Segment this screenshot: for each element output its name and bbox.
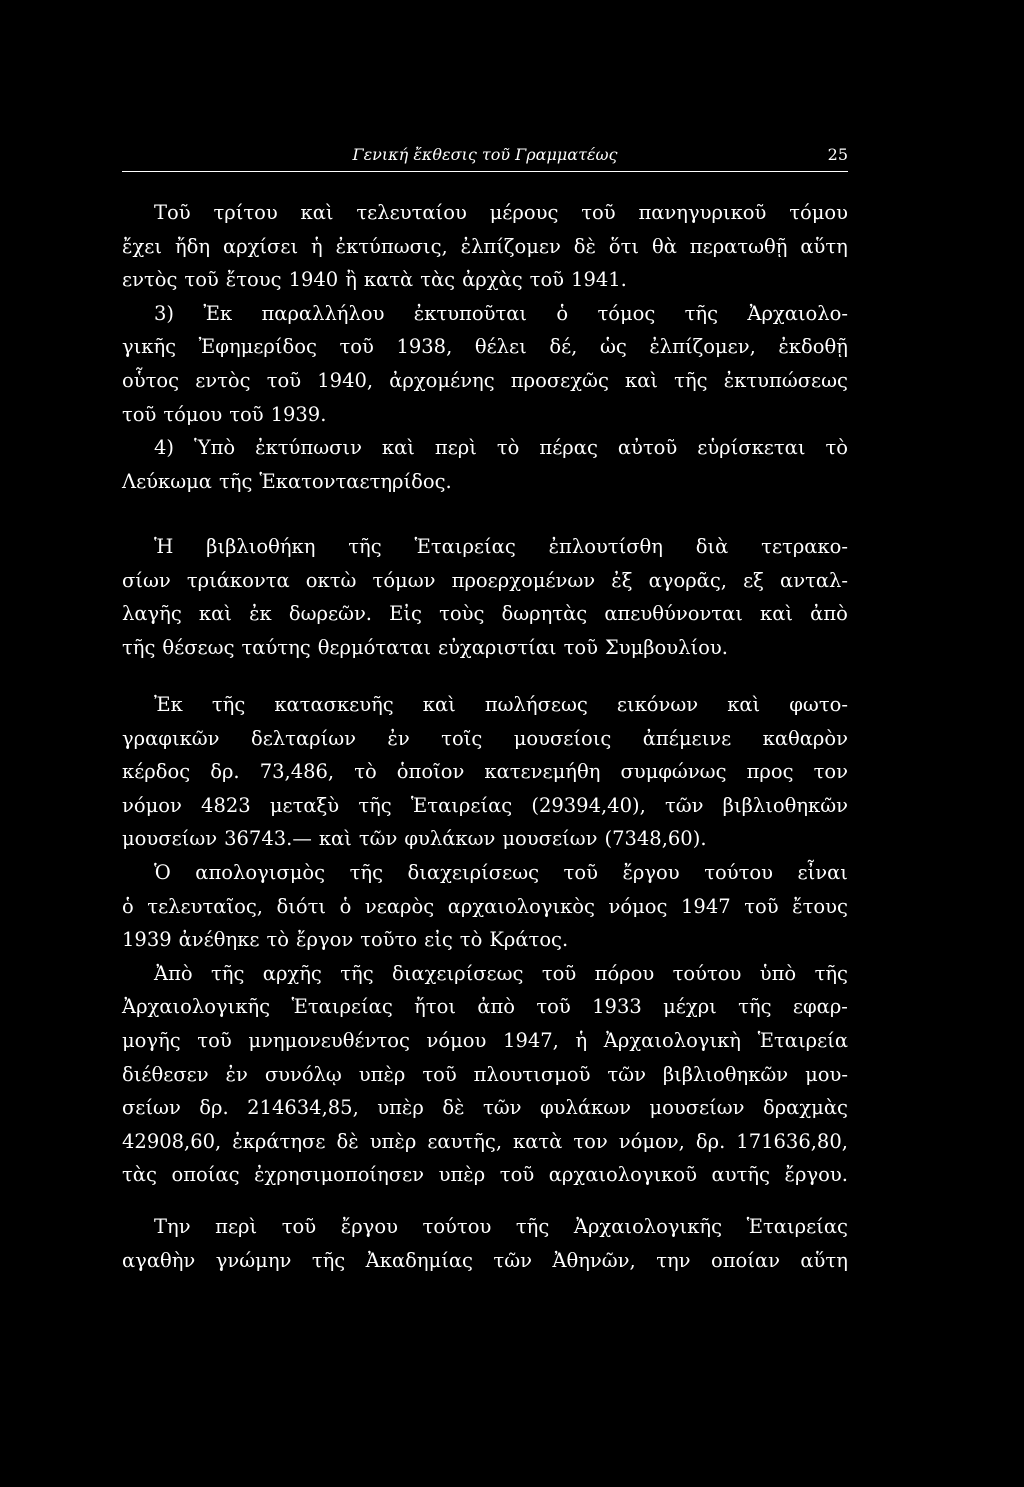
word: οποίας xyxy=(171,1163,240,1187)
word: καθαρὸν xyxy=(762,726,848,750)
word: ανταλ- xyxy=(780,568,848,592)
word: Τοῦ xyxy=(154,201,191,224)
word: εξ xyxy=(743,568,764,592)
word: τὸ xyxy=(459,928,483,952)
word: 1940, xyxy=(317,368,374,392)
word: τοῦ xyxy=(197,1028,232,1052)
word: Ἀρχαιολογικῆς xyxy=(573,1215,722,1238)
word: τούτου xyxy=(704,860,773,884)
word: ἔργον xyxy=(296,928,354,952)
text-line xyxy=(122,263,848,297)
word: τοῦ xyxy=(184,268,219,292)
word: ἐκτυποῦται xyxy=(413,301,528,325)
word: φυλάκων xyxy=(539,1096,631,1120)
text-line xyxy=(122,364,848,398)
text-line xyxy=(122,890,848,924)
word: 36743.— xyxy=(224,827,312,851)
word: Ὁ xyxy=(154,860,171,884)
word: δωρητὰς xyxy=(501,602,588,626)
word: 171636,80, xyxy=(736,1129,848,1153)
word: 1939. xyxy=(270,402,327,426)
word: Ἀρχαιολογικῆς xyxy=(122,995,271,1019)
word: συμφώνως xyxy=(620,760,727,784)
word: καὶ xyxy=(625,368,659,392)
word: δὲ xyxy=(442,1096,465,1120)
word: την xyxy=(656,1248,691,1272)
word: ἔχει xyxy=(122,234,163,258)
word: τόμου xyxy=(163,402,223,426)
word: αὕτη xyxy=(800,1248,848,1272)
word: Ἑκατονταετηρίδος. xyxy=(259,469,452,493)
word: οκτὼ xyxy=(305,568,357,592)
word: τοῦ xyxy=(529,268,565,292)
word: Ἐκ xyxy=(154,693,183,716)
word: μουσείων xyxy=(649,1096,745,1120)
text-line xyxy=(122,923,848,957)
word: ἀπὸ xyxy=(477,995,516,1019)
text-line xyxy=(122,1244,848,1278)
word: τοῦ xyxy=(563,860,598,884)
word: τὸ xyxy=(354,760,377,784)
word: 1941. xyxy=(571,268,627,292)
word: αυτῆς xyxy=(711,1163,770,1187)
word: ἐκδοθῇ xyxy=(778,335,848,359)
word: Ἀθηνῶν, xyxy=(552,1248,636,1272)
word: μου- xyxy=(805,1062,848,1086)
text-line xyxy=(122,330,848,364)
word: ἀπὸ xyxy=(810,602,848,626)
word: καὶ xyxy=(381,436,415,460)
word: λαγῆς xyxy=(122,602,182,626)
word: τῆς xyxy=(674,368,708,392)
word: τοῦ xyxy=(229,402,264,426)
text-line xyxy=(122,722,848,756)
word: θὰ xyxy=(651,234,677,258)
text-line xyxy=(122,856,848,890)
word: νόμου xyxy=(426,1028,487,1052)
word: αὕτη xyxy=(800,234,848,258)
word: νεαρὸς xyxy=(364,894,435,918)
word: ἐν xyxy=(387,726,410,750)
word: δὲ xyxy=(573,234,596,258)
text-line xyxy=(122,1125,848,1159)
word: γραφικῶν xyxy=(122,726,220,750)
word: σίων xyxy=(122,568,171,592)
word: ἤτοι xyxy=(414,995,456,1019)
word: εἰς xyxy=(424,928,453,952)
header-title: Γενική ἔκθεσις τοῦ Γραμματέως xyxy=(352,145,618,164)
word: αγορᾶς, xyxy=(648,568,727,592)
word: ἔργου xyxy=(340,1215,398,1238)
word: διότι xyxy=(276,894,327,918)
word: Λεύκωμα xyxy=(122,469,212,493)
word: τὸ xyxy=(496,436,520,460)
word: τοῦ xyxy=(339,335,374,359)
word: τῆς xyxy=(814,961,848,985)
word: τοῦ xyxy=(536,995,571,1019)
word: Ἑταιρεία xyxy=(757,1028,848,1052)
word: Ἑταιρείας xyxy=(414,535,516,558)
word: διαχειρίσεως xyxy=(392,961,524,985)
text-line xyxy=(122,431,848,465)
word: τῆς xyxy=(515,1215,550,1238)
word: τοῦ xyxy=(744,894,779,918)
word: μουσείοις xyxy=(513,726,612,750)
text-line xyxy=(122,564,848,598)
word: δελταρίων xyxy=(250,726,356,750)
word: Την xyxy=(154,1215,191,1238)
word: φωτο- xyxy=(789,693,848,716)
word: Ἀρχαιολο- xyxy=(747,301,848,325)
word: τελευταίου xyxy=(356,201,467,224)
word: βιβλιοθηκῶν xyxy=(662,1062,789,1086)
word: ἔργου xyxy=(622,860,680,884)
word: 4823 xyxy=(201,793,251,817)
word: αρχῆς xyxy=(262,961,322,985)
word: ἐξ xyxy=(611,568,633,592)
word: νόμος xyxy=(608,894,668,918)
word: συνόλῳ xyxy=(264,1062,342,1086)
word: (7348,60). xyxy=(604,827,707,851)
word: δέ, xyxy=(549,335,578,359)
word: καὶ xyxy=(198,602,232,626)
text-line xyxy=(122,631,848,665)
word: ἤδη xyxy=(174,234,211,258)
word: παραλλήλου xyxy=(261,301,385,325)
word: ἀρχὰς xyxy=(462,268,523,292)
word: περὶ xyxy=(215,1215,258,1238)
word: σείων xyxy=(122,1096,181,1120)
word: τούτου xyxy=(422,1215,492,1238)
word: τούτου xyxy=(672,961,742,985)
word: ἀνέθηκε xyxy=(178,928,260,952)
word: αρχίσει xyxy=(222,234,299,258)
word: οποίαν xyxy=(710,1248,780,1272)
word: ὁ xyxy=(556,301,569,325)
word: ἢ xyxy=(345,268,357,292)
word: μέρους xyxy=(489,201,559,224)
word: τοῦ xyxy=(541,961,577,985)
word: Ὑπὸ xyxy=(193,436,236,460)
word: ἐν xyxy=(225,1062,248,1086)
word: 42908,60, xyxy=(122,1129,222,1153)
word: ἐκτύπωσις, xyxy=(335,234,448,258)
word: Κράτος. xyxy=(489,928,569,952)
word: τοῦτο xyxy=(360,928,418,952)
word: ἡ xyxy=(311,234,323,258)
word: ὅτι xyxy=(608,234,640,258)
word: υπὲρ xyxy=(438,1163,486,1187)
word: δρ. xyxy=(210,760,240,784)
text-line xyxy=(122,196,848,230)
word: τόμων xyxy=(372,568,436,592)
word: δρ. xyxy=(199,1096,229,1120)
word: οὗτος xyxy=(122,368,180,392)
text-line xyxy=(122,530,848,564)
word: αρχαιολογικὸς xyxy=(447,894,595,918)
word: περὶ xyxy=(434,436,477,460)
word: τοῦ xyxy=(122,402,157,426)
word: υπὲρ xyxy=(369,1129,417,1153)
word: Εἰς xyxy=(389,602,422,626)
word: τοὺς xyxy=(439,602,485,626)
word: πωλήσεως xyxy=(484,693,588,716)
word: ἐχρησιμοποίησεν xyxy=(254,1163,425,1187)
text-line xyxy=(122,230,848,264)
word: καὶ xyxy=(760,602,794,626)
word: δρ. xyxy=(695,1129,726,1153)
word: προερχομένων xyxy=(451,568,596,592)
word: απευθύνονται xyxy=(604,602,743,626)
paragraph-academy xyxy=(122,1210,848,1277)
word: θερμόταται xyxy=(317,635,431,659)
word: 1938, xyxy=(396,335,453,359)
word: τοῦ xyxy=(581,201,616,224)
word: πόρου xyxy=(594,961,655,985)
word: καὶ xyxy=(300,201,334,224)
word: κατασκευῆς xyxy=(274,693,394,716)
word: τῆς xyxy=(211,693,246,716)
word: μουσείων xyxy=(502,827,598,851)
text-line xyxy=(122,990,848,1024)
word: τῆς xyxy=(340,961,374,985)
word: τῆς xyxy=(358,793,392,817)
word: ἔτους xyxy=(792,894,848,918)
word: 4) xyxy=(154,436,175,460)
word: καὶ xyxy=(422,693,456,716)
word: ἔτους xyxy=(225,268,282,292)
word: τοῖς xyxy=(441,726,483,750)
word: υπὲρ xyxy=(358,1062,406,1086)
word: γνώμην xyxy=(215,1248,292,1272)
word: τοῦ xyxy=(266,368,302,392)
word: τῆς xyxy=(311,1248,346,1272)
word: μουσείων xyxy=(122,827,218,851)
word: πανηγυρικοῦ xyxy=(638,201,767,224)
word: εὑρίσκεται xyxy=(697,436,806,460)
word: ὁ xyxy=(122,894,134,918)
word: Ἀπὸ xyxy=(154,961,193,985)
word: τῶν xyxy=(482,1096,522,1120)
word: Ἀκαδημίας xyxy=(365,1248,473,1272)
header-rule xyxy=(122,171,848,172)
word: Ἑταιρείας xyxy=(746,1215,848,1238)
word: τόμος xyxy=(597,301,656,325)
word: ὡς xyxy=(599,335,627,359)
word: τοῦ xyxy=(422,1062,457,1086)
word: καὶ xyxy=(727,693,761,716)
word: ἐκράτησε xyxy=(232,1129,326,1153)
word: ὑπὸ xyxy=(759,961,797,985)
word: τῆς xyxy=(349,860,384,884)
word: κατὰ xyxy=(363,268,414,292)
word: 3) xyxy=(154,301,175,325)
word: ἐλπίζομεν, xyxy=(649,335,756,359)
word: Ἡ xyxy=(154,535,174,558)
word: τῶν xyxy=(664,793,704,817)
word: θέλει xyxy=(474,335,527,359)
word: τον xyxy=(573,1129,608,1153)
word: προς xyxy=(746,760,794,784)
word: διαχειρίσεως xyxy=(407,860,540,884)
word: τὰς xyxy=(122,1163,157,1187)
word: αρχαιολογικοῦ xyxy=(548,1163,697,1187)
word: τῶν xyxy=(493,1248,532,1272)
text-line xyxy=(122,1091,848,1125)
word: αὐτοῦ xyxy=(617,436,678,460)
word: πέρας xyxy=(539,436,598,460)
word: 1947 xyxy=(681,894,731,918)
text-line xyxy=(122,755,848,789)
word: ὁποῖον xyxy=(396,760,465,784)
word: καὶ xyxy=(318,827,352,851)
word: διὰ xyxy=(695,535,729,558)
word: πλουτισμοῦ xyxy=(473,1062,591,1086)
word: δωρεῶν. xyxy=(288,602,373,626)
word: τῆς xyxy=(218,469,253,493)
page-number: 25 xyxy=(827,145,848,164)
text-line xyxy=(122,597,848,631)
word: εαυτῆς, xyxy=(427,1129,503,1153)
word: τόμου xyxy=(789,201,848,224)
word: βιβλιοθηκῶν xyxy=(722,793,848,817)
word: εντὸς xyxy=(195,368,251,392)
word: τῶν xyxy=(358,827,398,851)
word: εφαρ- xyxy=(792,995,848,1019)
word: περατωθῇ xyxy=(689,234,788,258)
word: αγαθὴν xyxy=(122,1248,196,1272)
word: 1940 xyxy=(288,268,339,292)
word: μέχρι xyxy=(663,995,717,1019)
text-line xyxy=(122,789,848,823)
word: τῶν xyxy=(607,1062,646,1086)
word: εικόνων xyxy=(616,693,699,716)
word: 1939 xyxy=(122,928,172,952)
text-line xyxy=(122,822,848,856)
word: τὸ xyxy=(825,436,848,460)
word: ἐλπίζομεν xyxy=(460,234,561,258)
text-line xyxy=(122,398,848,432)
word: τὰς xyxy=(420,268,456,292)
word: εντὸς xyxy=(122,268,178,292)
word: τῆς xyxy=(738,995,772,1019)
word: κέρδος xyxy=(122,760,191,784)
word: τὸ xyxy=(266,928,290,952)
text-line xyxy=(122,1058,848,1092)
text-line xyxy=(122,1210,848,1244)
word: τοῦ xyxy=(563,635,598,659)
word: Ἑταιρείας xyxy=(410,793,513,817)
paragraph-finances xyxy=(122,688,848,1192)
word: δραχμὰς xyxy=(762,1096,848,1120)
word: τῆς xyxy=(211,961,245,985)
word: ἀπέμεινε xyxy=(642,726,732,750)
word: ταύτης xyxy=(241,635,311,659)
word: τῆς xyxy=(684,301,719,325)
text-line xyxy=(122,465,848,499)
word: 73,486, xyxy=(259,760,335,784)
word: μνημονευθέντος xyxy=(248,1028,410,1052)
word: απολογισμὸς xyxy=(195,860,326,884)
word: τοῦ xyxy=(281,1215,317,1238)
word: Ἀρχαιολογικὴ xyxy=(603,1028,741,1052)
text-line xyxy=(122,1158,848,1192)
word: Συμβουλίου. xyxy=(604,635,728,659)
word: ἡ xyxy=(575,1028,588,1052)
word: νόμον xyxy=(122,793,182,817)
word: υπὲρ xyxy=(377,1096,424,1120)
word: τρίτου xyxy=(213,201,278,224)
word: τον xyxy=(813,760,848,784)
word: Ἐκ xyxy=(203,301,233,325)
word: Ἑταιρείας xyxy=(291,995,393,1019)
word: ὁ xyxy=(339,894,352,918)
word: τῆς xyxy=(348,535,382,558)
word: θέσεως xyxy=(162,635,235,659)
word: 1933 xyxy=(592,995,642,1019)
word: τριάκοντα xyxy=(186,568,290,592)
word: ἐκ xyxy=(249,602,272,626)
paragraph-publications xyxy=(122,196,848,498)
word: τελευταῖος, xyxy=(147,894,263,918)
word: κατενεμήθη xyxy=(484,760,601,784)
paragraph-library xyxy=(122,530,848,664)
word: γικῆς xyxy=(122,335,177,359)
word: ἔργου. xyxy=(784,1163,848,1187)
word: Ἐφημερίδος xyxy=(198,335,317,359)
word: τοῦ xyxy=(499,1163,535,1187)
word: τῆς xyxy=(122,635,156,659)
word: μεταξὺ xyxy=(269,793,340,817)
word: ἐκτύπωσιν xyxy=(255,436,362,460)
text-line xyxy=(122,957,848,991)
text-line xyxy=(122,688,848,722)
word: εὐχαριστίαι xyxy=(437,635,557,659)
word: (29394,40), xyxy=(531,793,646,817)
word: διέθεσεν xyxy=(122,1062,209,1086)
word: εἶναι xyxy=(797,860,848,884)
word: τετρακο- xyxy=(761,535,848,558)
word: κατὰ xyxy=(513,1129,563,1153)
running-header xyxy=(122,142,848,172)
word: ἀρχομένης xyxy=(389,368,495,392)
word: ἐπλουτίσθη xyxy=(548,535,663,558)
word: προσεχῶς xyxy=(510,368,609,392)
text-line xyxy=(122,297,848,331)
text-line xyxy=(122,1024,848,1058)
word: 1947, xyxy=(503,1028,559,1052)
word: μογῆς xyxy=(122,1028,181,1052)
word: δὲ xyxy=(336,1129,359,1153)
word: βιβλιοθήκη xyxy=(206,535,316,558)
word: ἐκτυπώσεως xyxy=(723,368,848,392)
word: νόμον, xyxy=(618,1129,685,1153)
word: φυλάκων xyxy=(404,827,496,851)
word: 214634,85, xyxy=(247,1096,359,1120)
